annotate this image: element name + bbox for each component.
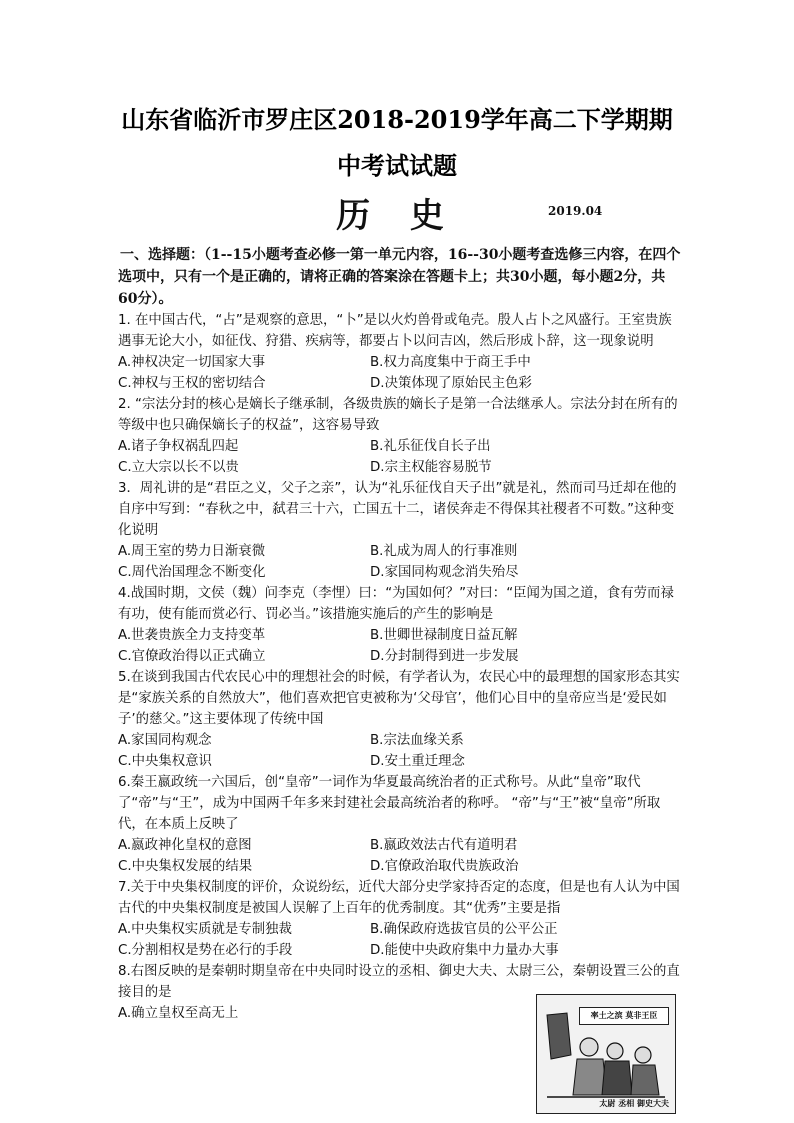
option-group bbox=[118, 730, 684, 772]
exam-title-line2: 中考试试题 bbox=[337, 151, 457, 180]
option-group bbox=[118, 835, 684, 877]
option: C.分割相权是势在必行的手段 bbox=[118, 943, 293, 958]
option: B.礼成为周人的行事准则 bbox=[370, 544, 518, 559]
question bbox=[118, 667, 684, 772]
option: B.嬴政效法古代有道明君 bbox=[370, 838, 518, 853]
option: D.决策体现了原始民主色彩 bbox=[370, 376, 532, 391]
option: A.嬴政神化皇权的意图 bbox=[118, 838, 252, 853]
option: A.中央集权实质就是专制独裁 bbox=[118, 922, 292, 937]
section-intro: 一、选择题：（1--15小题考查必修一第一单元内容，16--30小题考查选修三内容，在四个选项中，只有一个是正确的，请将正确的答案涂在答题卡上；共30小题，每小题2分，共60分）。 bbox=[118, 247, 681, 307]
question bbox=[118, 310, 684, 394]
option-group bbox=[118, 919, 684, 961]
option: A.神权决定一切国家大事 bbox=[118, 355, 266, 370]
question-stem: 7.关于中央集权制度的评价，众说纷纭，近代大部分史学家持否定的态度，但是也有人认为中国古代的中央集权制度是被国人误解了上百年的优秀制度。其“优秀”主要是指 bbox=[118, 880, 680, 916]
option: D.家国同构观念消失殆尽 bbox=[370, 565, 519, 580]
question bbox=[118, 877, 684, 961]
exam-title-line1: 山东省临沂市罗庄区2018-2019学年高二下学期期 bbox=[121, 105, 673, 134]
option: C.周代治国理念不断变化 bbox=[118, 565, 266, 580]
question-body bbox=[118, 230, 684, 1024]
option: A.世袭贵族全力支持变革 bbox=[118, 628, 266, 643]
option: B.宗法血缘关系 bbox=[370, 733, 464, 748]
three-lords-cartoon bbox=[536, 994, 676, 1114]
option: D.分封制得到进一步发展 bbox=[370, 649, 519, 664]
cartoon-caption: 太尉 丞相 御史大夫 bbox=[599, 1099, 669, 1108]
option-group bbox=[118, 352, 684, 394]
question-stem: 1. 在中国古代，“占”是观察的意思，“卜”是以火灼兽骨或龟壳。殷人占卜之风盛行。王室贵族遇事无论大小，如征伐、狩猎、疾病等，都要占卜以问吉凶，然后形成卜辞，这一现象说明 bbox=[118, 313, 672, 349]
option: B.确保政府选拔官员的公平公正 bbox=[370, 922, 558, 937]
option: A.诸子争权祸乱四起 bbox=[118, 439, 239, 454]
question bbox=[118, 583, 684, 667]
option: D.官僚政治取代贵族政治 bbox=[370, 859, 519, 874]
question-stem: 3．周礼讲的是“君臣之义，父子之亲”，认为“礼乐征伐自天子出”就是礼，然而司马迁却在他的自序中写到：“春秋之中，弑君三十六，亡国五十二，诸侯奔走不得保其社稷者不可数。”这种变化说明 bbox=[118, 481, 677, 538]
option: C.神权与王权的密切结合 bbox=[118, 376, 266, 391]
question-stem: 8.右图反映的是秦朝时期皇帝在中央同时设立的丞相、御史大夫、太尉三公，秦朝设置三公的直接目的是 bbox=[118, 964, 680, 1000]
option: C.立大宗以长不以贵 bbox=[118, 460, 239, 475]
question bbox=[118, 772, 684, 877]
option: C.中央集权意识 bbox=[118, 754, 212, 769]
question bbox=[118, 478, 684, 583]
option-group bbox=[118, 625, 684, 667]
subject-heading: 历 史 bbox=[336, 196, 458, 236]
question-stem: 5.在谈到我国古代农民心中的理想社会的时候，有学者认为，农民心中的最理想的国家形态其实是“家族关系的自然放大”，他们喜欢把官吏被称为‘父母官’，他们心目中的皇帝应当是‘爱民如子’的慈父。”这主要体现了传统中国 bbox=[118, 670, 680, 727]
option: B.权力高度集中于商王手中 bbox=[370, 355, 531, 370]
option: D.能使中央政府集中力量办大事 bbox=[370, 943, 559, 958]
question-stem: 6.秦王嬴政统一六国后，创“皇帝”一词作为华夏最高统治者的正式称号。从此“皇帝”取代了“帝”与“王”，成为中国两千年多来封建社会最高统治者的称呼。 “帝”与“王”被“皇帝”所取代，在本质上反映了 bbox=[118, 775, 661, 832]
question-stem: 4.战国时期，文侯（魏）问李克（李悝）曰：“为国如何？”对曰：“臣闻为国之道，食有劳而禄有功，使有能而赏必行、罚必当。”该措施实施后的产生的影响是 bbox=[118, 586, 674, 622]
option: C.官僚政治得以正式确立 bbox=[118, 649, 266, 664]
option: A.周王室的势力日渐衰微 bbox=[118, 544, 266, 559]
option: B.世卿世禄制度日益瓦解 bbox=[370, 628, 518, 643]
option: B.礼乐征伐自长子出 bbox=[370, 439, 491, 454]
question bbox=[118, 394, 684, 478]
option: D.安土重迁理念 bbox=[370, 754, 465, 769]
exam-date: 2019.04 bbox=[548, 204, 603, 218]
option-group bbox=[118, 436, 684, 478]
cartoon-banner: 率土之滨 莫非王臣 bbox=[579, 1007, 669, 1025]
option: A.确立皇权至高无上 bbox=[118, 1006, 239, 1021]
question-stem: 2. “宗法分封的核心是嫡长子继承制，各级贵族的嫡长子是第一合法继承人。宗法分封在所有的等级中也只确保嫡长子的权益”，这容易导致 bbox=[118, 397, 678, 433]
option-group bbox=[118, 541, 684, 583]
option: C.中央集权发展的结果 bbox=[118, 859, 253, 874]
option: A.家国同构观念 bbox=[118, 733, 212, 748]
option: D.宗主权能容易脱节 bbox=[370, 460, 492, 475]
